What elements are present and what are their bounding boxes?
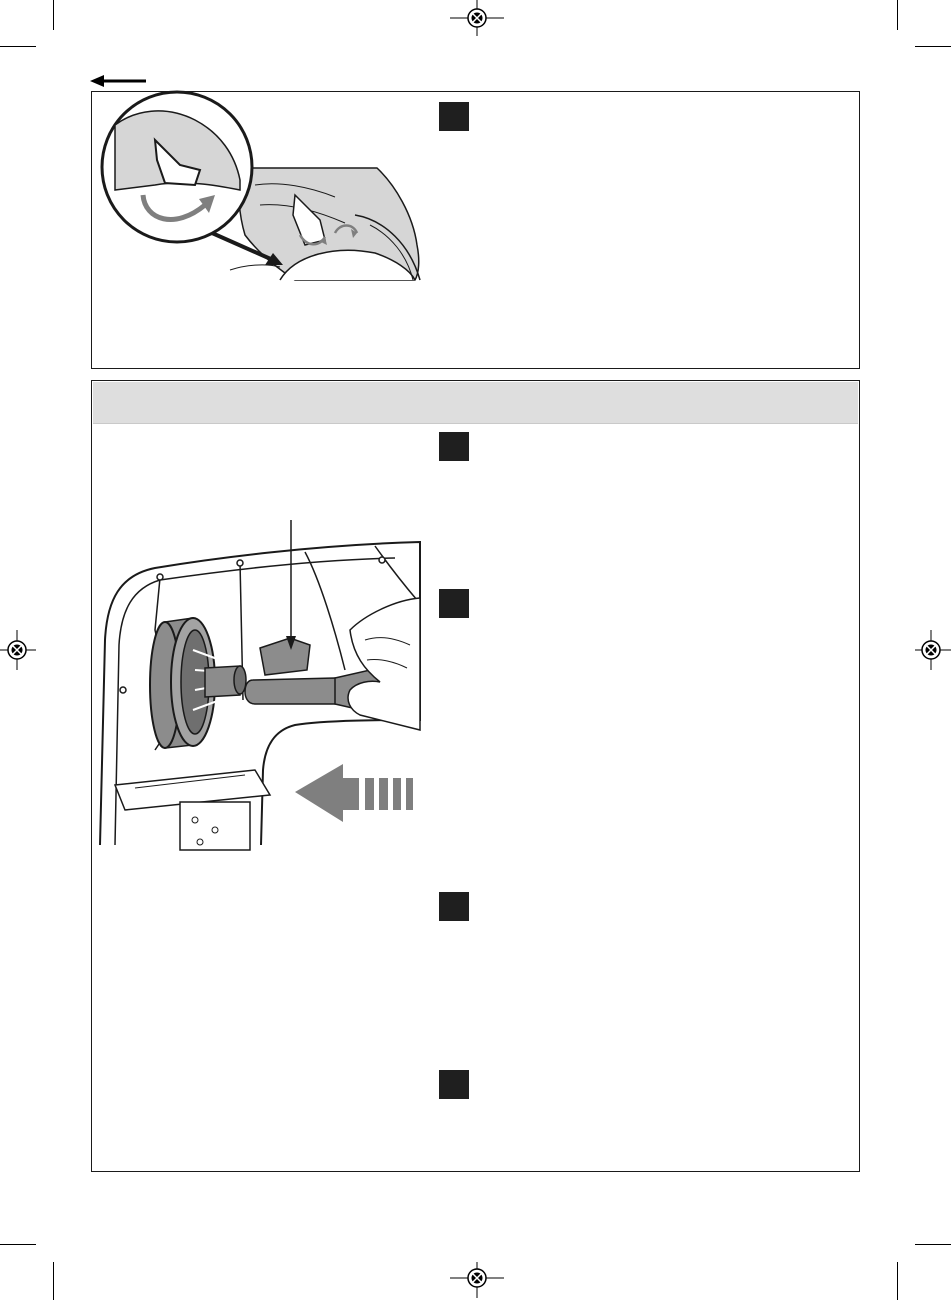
step-marker-1 <box>439 102 469 131</box>
registration-target-icon-bottom <box>450 1262 504 1298</box>
step-marker-4 <box>439 1070 469 1099</box>
registration-target-icon-right <box>915 630 951 670</box>
hand-scene <box>230 168 420 280</box>
crop-mark-bottom-left-h <box>0 1244 36 1245</box>
step-marker-3 <box>439 892 469 921</box>
crop-mark-top-right-h <box>915 46 951 47</box>
crop-mark-bottom-right-h <box>915 1244 951 1245</box>
crop-mark-top-right-v <box>897 0 898 30</box>
crop-mark-bottom-left-v <box>53 1262 54 1300</box>
wheel-removal-tool-illustration <box>95 520 425 850</box>
crop-mark-top-left-v <box>53 0 54 30</box>
zoom-detail-circle <box>102 92 252 242</box>
push-direction-arrow <box>295 764 413 822</box>
left-arrow-icon[interactable] <box>90 74 146 88</box>
step-marker-1b <box>439 432 469 461</box>
step-marker-2 <box>439 589 469 618</box>
wheel-clip-rotate-illustration <box>95 95 425 285</box>
crop-mark-bottom-right-v <box>897 1262 898 1300</box>
registration-target-icon-top <box>450 0 504 36</box>
crop-mark-top-left-h <box>0 46 36 47</box>
registration-target-icon-left <box>0 630 36 670</box>
panel-header-band <box>93 382 858 424</box>
